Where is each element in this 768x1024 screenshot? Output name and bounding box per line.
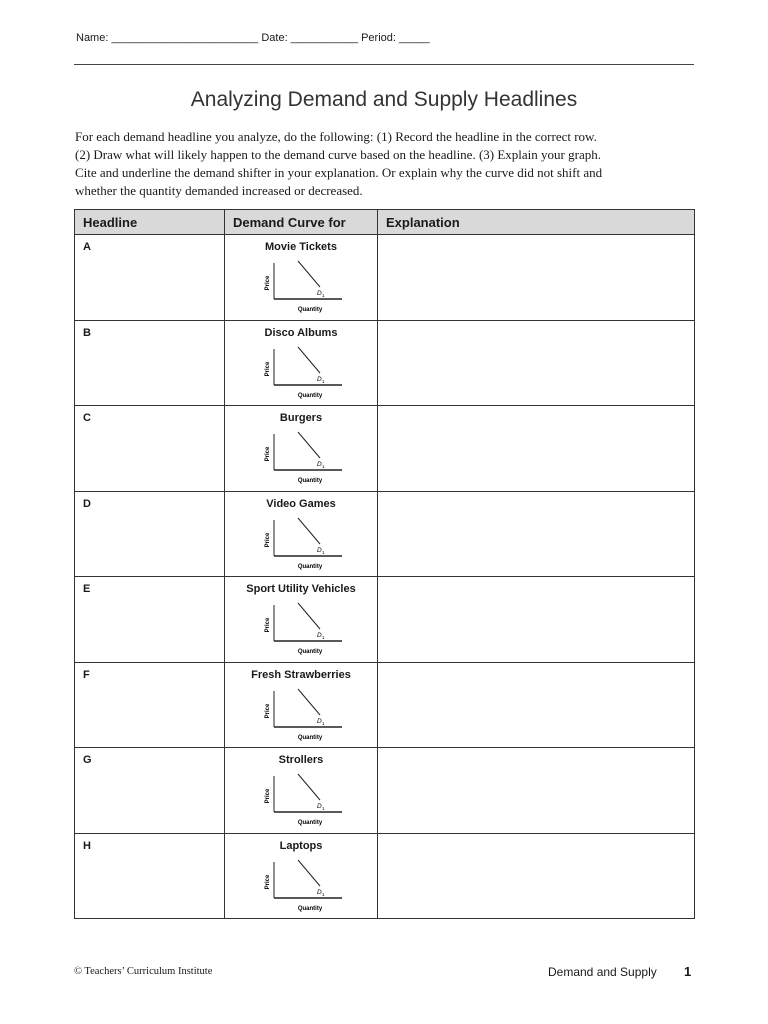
- x-axis-label: Quantity: [297, 649, 323, 655]
- curve-label-subscript: 1: [322, 720, 325, 726]
- demand-curve-cell[interactable]: [225, 320, 378, 406]
- product-name: Burgers: [279, 412, 323, 424]
- curve-label-subscript: 1: [322, 806, 325, 811]
- product-name: Video Games: [266, 497, 336, 510]
- row-letter: E: [83, 583, 91, 595]
- product-name: Disco Albums: [264, 326, 338, 339]
- date-blank[interactable]: ___________: [290, 32, 359, 44]
- demand-curve-d1: [298, 860, 320, 886]
- explanation-cell[interactable]: [378, 662, 695, 748]
- demand-graph: [256, 597, 346, 657]
- demand-graph: [256, 426, 346, 486]
- name-label: Name:: [76, 32, 109, 44]
- headline-cell[interactable]: [75, 491, 225, 577]
- explanation-cell[interactable]: [378, 235, 695, 321]
- product-name: Movie Tickets: [265, 241, 337, 253]
- row-letter: C: [83, 412, 91, 424]
- x-axis-label: Quantity: [297, 392, 323, 399]
- curve-label-subscript: 1: [322, 549, 325, 555]
- row-letter: B: [83, 326, 91, 339]
- headline-cell[interactable]: [75, 748, 225, 834]
- curve-label: D: [317, 717, 322, 725]
- x-axis-label: Quantity: [297, 820, 323, 826]
- demand-curve-cell[interactable]: [225, 662, 378, 748]
- product-name: Fresh Strawberries: [251, 668, 351, 681]
- y-axis-label: Price: [265, 874, 271, 889]
- demand-curve-d1: [298, 774, 320, 800]
- y-axis-label: Price: [265, 788, 271, 804]
- headline-cell[interactable]: [75, 320, 225, 406]
- page-title: Analyzing Demand and Supply Headlines: [190, 88, 578, 111]
- y-axis-label: Price: [265, 617, 271, 633]
- column-header-headline: Headline: [75, 210, 225, 235]
- x-axis-label: Quantity: [297, 563, 323, 570]
- row-letter: D: [83, 497, 91, 510]
- curve-label: D: [317, 290, 322, 297]
- curve-label-subscript: 1: [322, 293, 325, 298]
- demand-graph: [256, 255, 346, 315]
- y-axis-label: Price: [265, 446, 271, 462]
- explanation-cell[interactable]: [378, 748, 695, 834]
- y-axis-label: Price: [265, 275, 271, 291]
- headline-cell[interactable]: [75, 662, 225, 748]
- curve-label-subscript: 1: [322, 891, 325, 897]
- curve-label: D: [317, 803, 322, 810]
- demand-curve-cell[interactable]: [225, 833, 378, 919]
- table-row: [75, 491, 695, 577]
- demand-curve-cell[interactable]: [225, 577, 378, 663]
- table-row: [75, 577, 695, 663]
- instructions: [75, 128, 695, 200]
- x-axis-label: Quantity: [297, 734, 323, 741]
- instruction-line: Cite and underline the demand shifter in your explanation. Or explain why the curve did not shift and: [75, 165, 603, 180]
- row-letter: G: [83, 754, 92, 766]
- headline-cell[interactable]: [75, 406, 225, 492]
- x-axis-label: Quantity: [297, 307, 323, 313]
- x-axis-label: Quantity: [297, 478, 323, 484]
- headline-cell[interactable]: [75, 235, 225, 321]
- curve-label-subscript: 1: [322, 378, 325, 384]
- period-blank[interactable]: _____: [399, 32, 430, 44]
- explanation-cell[interactable]: [378, 320, 695, 406]
- demand-curve-d1: [298, 518, 320, 544]
- curve-label: D: [317, 632, 322, 639]
- y-axis-label: Price: [265, 361, 271, 376]
- row-letter: H: [83, 839, 91, 852]
- product-name: Laptops: [279, 839, 323, 852]
- table-row: [75, 235, 695, 321]
- table-row: [75, 662, 695, 748]
- explanation-cell[interactable]: [378, 577, 695, 663]
- curve-label: D: [317, 375, 322, 383]
- explanation-cell[interactable]: [378, 833, 695, 919]
- table-row: [75, 748, 695, 834]
- curve-label: D: [317, 546, 322, 554]
- header-divider: [74, 64, 694, 65]
- column-header-demand-curve: Demand Curve for: [225, 210, 378, 235]
- demand-graph: [256, 768, 346, 828]
- demand-curve-d1: [298, 432, 320, 458]
- explanation-cell[interactable]: [378, 491, 695, 577]
- instruction-line: For each demand headline you analyze, do the following: (1) Record the headline in the correct row.: [75, 129, 597, 144]
- demand-graph: [256, 341, 346, 401]
- product-name: Sport Utility Vehicles: [246, 583, 356, 595]
- table-row: [75, 406, 695, 492]
- page-number: 1: [684, 964, 692, 979]
- section-name: Demand and Supply: [548, 965, 657, 979]
- curve-label: D: [317, 888, 322, 896]
- product-name: Strollers: [278, 754, 324, 766]
- row-letter: A: [83, 241, 91, 253]
- instruction-line: whether the quantity demanded increased or decreased.: [75, 183, 363, 198]
- demand-curve-d1: [298, 689, 320, 715]
- table-header-row: [75, 210, 695, 235]
- demand-curve-d1: [298, 261, 320, 287]
- name-blank[interactable]: ________________________: [111, 32, 259, 44]
- demand-graph: [256, 683, 346, 743]
- period-label: Period:: [361, 32, 396, 44]
- curve-label-subscript: 1: [322, 464, 325, 469]
- demand-curve-cell[interactable]: [225, 491, 378, 577]
- y-axis-label: Price: [265, 703, 271, 718]
- demand-curve-cell[interactable]: [225, 235, 378, 321]
- headline-table: [74, 209, 695, 919]
- demand-graph: [256, 854, 346, 914]
- instruction-line: (2) Draw what will likely happen to the demand curve based on the headline. (3) Explain your graph.: [75, 147, 601, 162]
- copyright: © Teachers’ Curriculum Institute: [74, 966, 213, 977]
- student-info-header: [76, 32, 430, 44]
- explanation-cell[interactable]: [378, 406, 695, 492]
- demand-curve-d1: [298, 603, 320, 629]
- demand-curve-d1: [298, 347, 320, 373]
- demand-curve-cell[interactable]: [225, 406, 378, 492]
- headline-cell[interactable]: [75, 833, 225, 919]
- demand-graph: [256, 512, 346, 572]
- demand-curve-cell[interactable]: [225, 748, 378, 834]
- y-axis-label: Price: [265, 532, 271, 547]
- table-row: [75, 320, 695, 406]
- date-label: Date:: [261, 32, 288, 44]
- x-axis-label: Quantity: [297, 905, 323, 912]
- headline-cell[interactable]: [75, 577, 225, 663]
- column-header-explanation: Explanation: [378, 210, 695, 235]
- curve-label: D: [317, 461, 322, 468]
- table-row: [75, 833, 695, 919]
- curve-label-subscript: 1: [322, 635, 325, 640]
- row-letter: F: [83, 668, 90, 681]
